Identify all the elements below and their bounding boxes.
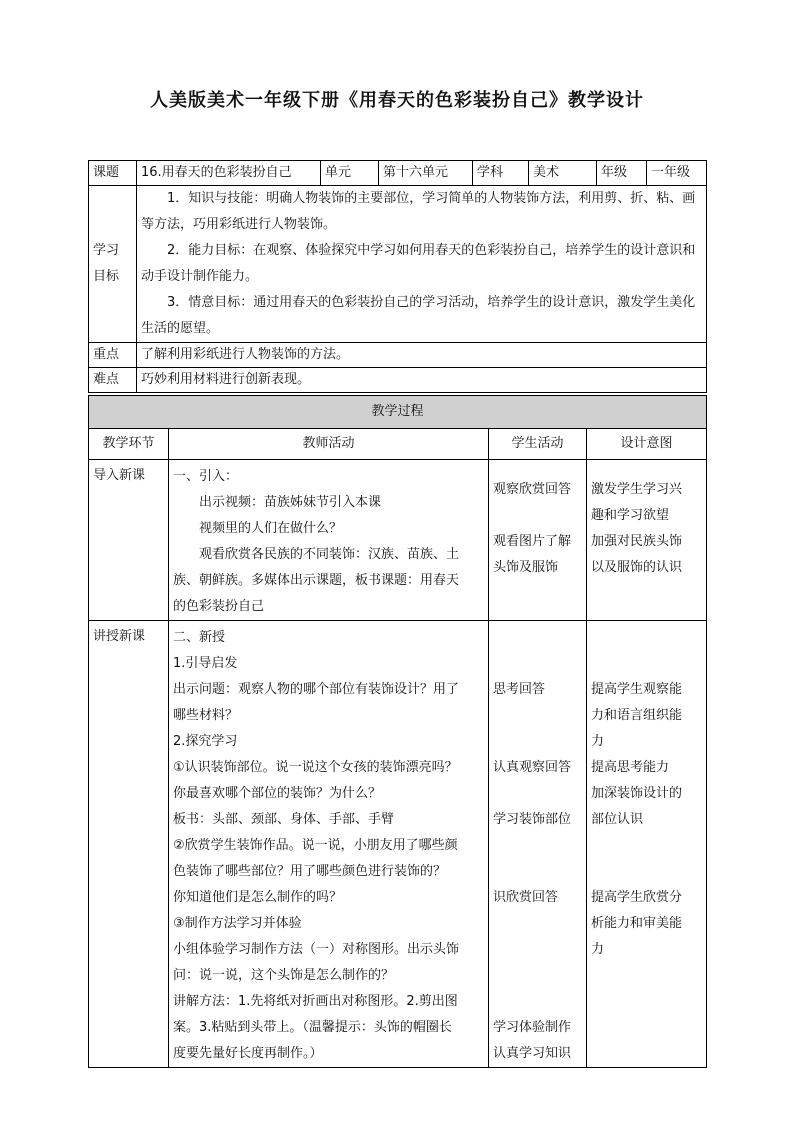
- teacher-line: 问：说一说，这个头饰是怎么制作的？: [173, 968, 395, 983]
- col-stage: 教学环节: [89, 429, 169, 460]
- intent-line: 提高学生欣赏分: [591, 890, 683, 905]
- info-table: [88, 160, 707, 393]
- col-intent: 设计意图: [587, 429, 707, 460]
- student-cell: [489, 621, 587, 1068]
- teacher-line: 1.引导启发: [173, 656, 238, 671]
- intent-line: [591, 833, 702, 859]
- teacher-line: 二、新授: [173, 630, 226, 645]
- teacher-line: 观看欣赏各民族的不同装饰：汉族、苗族、土: [199, 547, 460, 562]
- process-table: [88, 395, 707, 1068]
- teacher-cell: [169, 621, 489, 1068]
- student-line: [493, 963, 582, 989]
- goals-row: [89, 186, 707, 343]
- student-line: 学习装饰部位: [493, 812, 572, 827]
- intent-line: [591, 859, 702, 885]
- teacher-line: ②欣赏学生装饰作品。说一说，小朋友用了哪些颜: [173, 838, 458, 853]
- unit-value: 第十六单元: [379, 161, 473, 186]
- teacher-line: 案。3.粘贴到头带上。（温馨提示：头饰的帽圈长: [173, 1020, 452, 1035]
- student-line: [493, 937, 582, 963]
- goals-label: [89, 186, 137, 343]
- teacher-line: 色装饰了哪些部位？用了哪些颜色进行装饰的？: [173, 864, 447, 879]
- teacher-cell: [169, 460, 489, 621]
- teacher-line: 你最喜欢哪个部位的装饰？为什么？: [173, 786, 382, 801]
- student-line: 观看图片了解: [493, 534, 572, 549]
- student-line: [493, 703, 582, 729]
- student-line: [493, 781, 582, 807]
- teacher-line: 的色彩装扮自己: [173, 599, 265, 614]
- key-value: 了解利用彩纸进行人物装饰的方法。: [137, 343, 707, 368]
- student-line: [493, 503, 582, 529]
- student-line: 认真观察回答: [493, 760, 572, 775]
- intent-line: 加深装饰设计的: [591, 786, 683, 801]
- goals-label-text: 学习目标: [93, 243, 120, 284]
- grade-label: 年级: [597, 161, 647, 186]
- student-line: [493, 729, 582, 755]
- key-row: [89, 343, 707, 368]
- teacher-line: 讲解方法：1.先将纸对折画出对称图形。2.剪出图: [173, 994, 458, 1009]
- teacher-line: 哪些材料？: [173, 708, 239, 723]
- teacher-line: 板书：头部、颈部、身体、手部、手臂: [173, 812, 395, 827]
- teacher-line: 2.探究学习: [173, 734, 238, 749]
- teacher-line: 一、引入：: [173, 469, 239, 484]
- student-line: 认真学习知识: [493, 1046, 572, 1061]
- intent-line: [591, 625, 702, 651]
- info-row: [89, 161, 707, 186]
- topic-label: 课题: [89, 161, 137, 186]
- table-row: [89, 460, 707, 621]
- intent-line: 力: [591, 734, 605, 749]
- key-label: 重点: [89, 343, 137, 368]
- document-title: 人美版美术一年级下册《用春天的色彩装扮自己》教学设计: [150, 90, 644, 111]
- goal-item: 2．能力目标：在观察、体验探究中学习如何用春天的色彩装扮自己，培养学生的设计意识和动手设计制作能力。: [141, 243, 696, 284]
- unit-label: 单元: [321, 161, 379, 186]
- intent-line: 趣和学习欲望: [591, 508, 670, 523]
- teacher-line: 族、朝鲜族。多媒体出示课题，板书课题：用春天: [173, 573, 460, 588]
- student-line: [493, 651, 582, 677]
- intent-line: 加强对民族头饰: [591, 534, 683, 549]
- teacher-line: 出示问题：观察人物的哪个部位有装饰设计？用了: [173, 682, 460, 697]
- student-line: [493, 859, 582, 885]
- subject-value: 美术: [529, 161, 597, 186]
- difficulty-value: 巧妙利用材料进行创新表现。: [137, 368, 707, 393]
- teacher-line: ①认识装饰部位。说一说这个女孩的装饰漂亮吗？: [173, 760, 458, 775]
- student-line: 识欣赏回答: [493, 890, 559, 905]
- difficulty-label: 难点: [89, 368, 137, 393]
- col-student: 学生活动: [489, 429, 587, 460]
- grade-value: 一年级: [647, 161, 707, 186]
- subject-label: 学科: [473, 161, 529, 186]
- intent-line: 析能力和审美能: [591, 916, 683, 931]
- intent-line: 部位认识: [591, 812, 644, 827]
- student-line: [493, 625, 582, 651]
- student-line: 学习体验制作: [493, 1020, 572, 1035]
- intent-line: [591, 651, 702, 677]
- intent-line: 提高学生观察能: [591, 682, 683, 697]
- intent-line: 力和语言组织能: [591, 708, 683, 723]
- intent-line: 力: [591, 942, 605, 957]
- stage-cell: 导入新课: [89, 460, 169, 621]
- intent-cell: [587, 621, 707, 1068]
- student-line: [493, 833, 582, 859]
- teacher-line: 出示视频：苗族姊妹节引入本课: [199, 495, 382, 510]
- table-row: [89, 621, 707, 1068]
- intent-line: 提高思考能力: [591, 760, 670, 775]
- intent-line: 激发学生学习兴: [591, 482, 683, 497]
- student-line: 头饰及服饰: [493, 560, 559, 575]
- student-line: 观察欣赏回答: [493, 482, 572, 497]
- student-line: [493, 989, 582, 1015]
- teacher-line: 小组体验学习制作方法（一）对称图形。出示头饰: [173, 942, 460, 957]
- teacher-line: ③制作方法学习并体验: [173, 916, 302, 931]
- teacher-line: 视频里的人们在做什么？: [199, 521, 343, 536]
- teacher-line: 你知道他们是怎么制作的吗？: [173, 890, 343, 905]
- student-cell: [489, 460, 587, 621]
- goal-item: 3．情意目标：通过用春天的色彩装扮自己的学习活动，培养学生的设计意识，激发学生美化生活的愿望。: [141, 295, 696, 336]
- col-teacher: 教师活动: [169, 429, 489, 460]
- student-line: 思考回答: [493, 682, 546, 697]
- process-heading: 教学过程: [89, 396, 707, 429]
- difficulty-row: [89, 368, 707, 393]
- teacher-line: 度要先量好长度再制作。）: [173, 1046, 323, 1061]
- intent-cell: [587, 460, 707, 621]
- intent-line: 以及服饰的认识: [591, 560, 683, 575]
- topic-value: 16.用春天的色彩装扮自己: [137, 161, 321, 186]
- student-line: [493, 911, 582, 937]
- goal-item: 1．知识与技能：明确人物装饰的主要部位，学习简单的人物装饰方法，利用剪、折、粘、画等方法，巧用彩纸进行人物装饰。: [141, 191, 696, 232]
- stage-cell: 讲授新课: [89, 621, 169, 1068]
